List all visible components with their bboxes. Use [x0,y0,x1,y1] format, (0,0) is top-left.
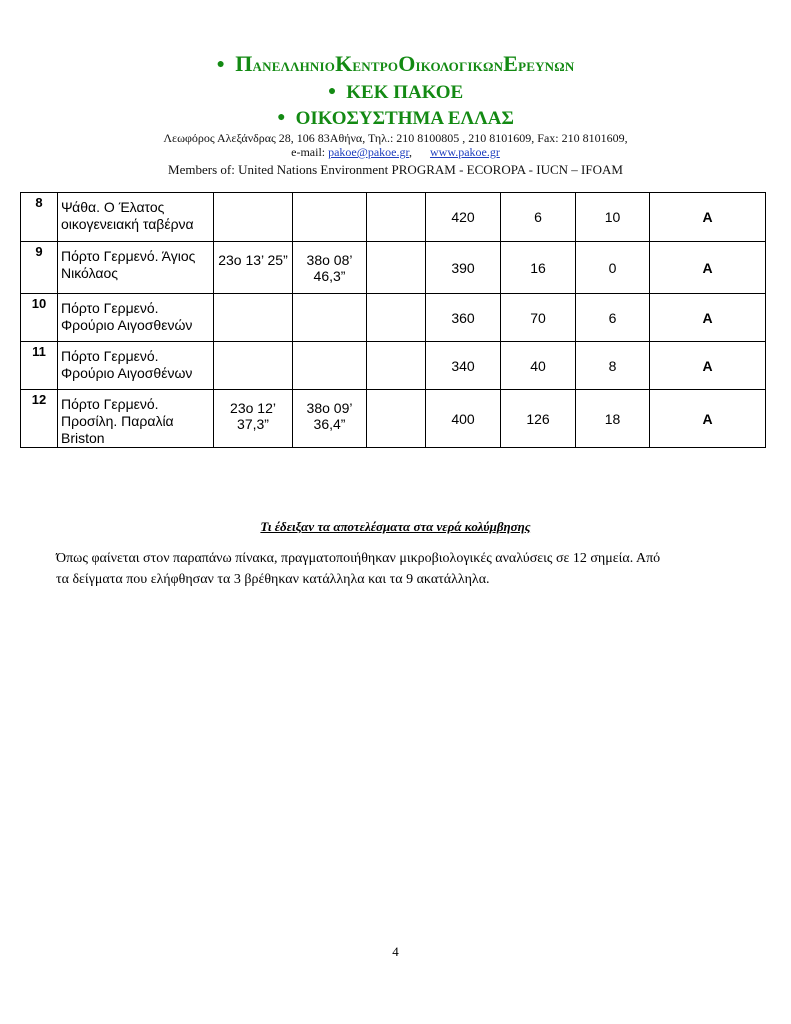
members-line: Members of: United Nations Environment PROGRAM - ECOROPA - IUCN – IFOAM [168,162,623,177]
latitude-cell [293,193,367,242]
page-number: 4 [392,944,399,959]
bullet-icon: ● [277,110,286,125]
latitude-cell [293,294,367,342]
grade-cell: A [650,390,766,448]
empty-cell [367,193,426,242]
results-paragraph: Όπως φαίνεται στον παραπάνω πίνακα, πραγματοποιήθηκαν μικροβιολογικές αναλύσεις σε 12 σημεία. Από τα δείγματα που ελήφθησαν τα 3 βρέθηκαν κατάλληλα και τα 9 ακατάλληλα. [56,551,661,587]
grade-cell: A [650,193,766,242]
latitude-cell [293,342,367,390]
table-row [21,390,766,448]
section-heading: Τι έδειξαν τα αποτελέσματα στα νερά κολύμβησης [260,519,531,534]
website-link[interactable]: www.pakoe.gr [429,145,500,159]
grade-cell: A [650,242,766,294]
email-link[interactable]: pakoe@pakoe.gr [328,145,409,159]
location-cell: Πόρτο Γερμενό. Φρούριο Αιγοσθενών [58,294,214,342]
row-number: 11 [21,342,58,390]
value-cell: 10 [576,193,650,242]
bullet-icon: ● [216,57,226,72]
value-cell: 6 [501,193,576,242]
location-cell: Πόρτο Γερμενό. Προσίλη. Παραλία Briston [58,390,214,448]
organization-name: ● ΠΑΝΕΛΛΗΝΙΟΚΕΝΤΡΟΟΙΚΟΛΟΓΙΚΩΝΕΡΕΥΝΩΝ [216,51,575,76]
contact-line: e-mail: pakoe@pakoe.gr, www.pakoe.gr [291,145,500,159]
longitude-cell [214,342,293,390]
latitude-cell: 38ο 09’ 36,4” [293,390,367,448]
location-cell: Ψάθα. Ο Έλατος οικογενειακή ταβέρνα [58,193,214,242]
value-cell: 340 [426,342,501,390]
address-line: Λεωφόρος Αλεξάνδρας 28, 106 83Αθήνα, Τηλ.: 210 8100805 , 210 8101609, Fax: 210 8101609, [163,131,628,145]
bullet-icon: ● [327,84,337,99]
value-cell: 420 [426,193,501,242]
row-number: 10 [21,294,58,342]
table-row [21,242,766,294]
location-cell: Πόρτο Γερμενό. Φρούριο Αιγοσθένων [58,342,214,390]
empty-cell [367,342,426,390]
location-cell: Πόρτο Γερμενό. Άγιος Νικόλαος [58,242,214,294]
value-cell: 8 [576,342,650,390]
kek-name: ● ΚΕΚ ΠΑΚΟΕ [327,82,464,103]
longitude-cell: 23ο 13’ 25” [214,242,293,294]
longitude-cell [214,193,293,242]
value-cell: 6 [576,294,650,342]
value-cell: 40 [501,342,576,390]
value-cell: 400 [426,390,501,448]
grade-cell: A [650,294,766,342]
row-number: 8 [21,193,58,242]
grade-cell: A [650,342,766,390]
row-number: 9 [21,242,58,294]
table-row [21,193,766,242]
empty-cell [367,390,426,448]
letterhead [0,52,791,179]
empty-cell [367,294,426,342]
empty-cell [367,242,426,294]
table-row [21,342,766,390]
value-cell: 126 [501,390,576,448]
results-table [20,192,766,448]
row-number: 12 [21,390,58,448]
value-cell: 390 [426,242,501,294]
value-cell: 70 [501,294,576,342]
value-cell: 360 [426,294,501,342]
longitude-cell: 23ο 12’ 37,3” [214,390,293,448]
value-cell: 16 [501,242,576,294]
ecosystem-name: ● ΟΙΚΟΣΥΣΤΗΜΑ ΕΛΛΑΣ [277,108,514,129]
longitude-cell [214,294,293,342]
value-cell: 18 [576,390,650,448]
table-row [21,294,766,342]
value-cell: 0 [576,242,650,294]
latitude-cell: 38ο 08’ 46,3” [293,242,367,294]
